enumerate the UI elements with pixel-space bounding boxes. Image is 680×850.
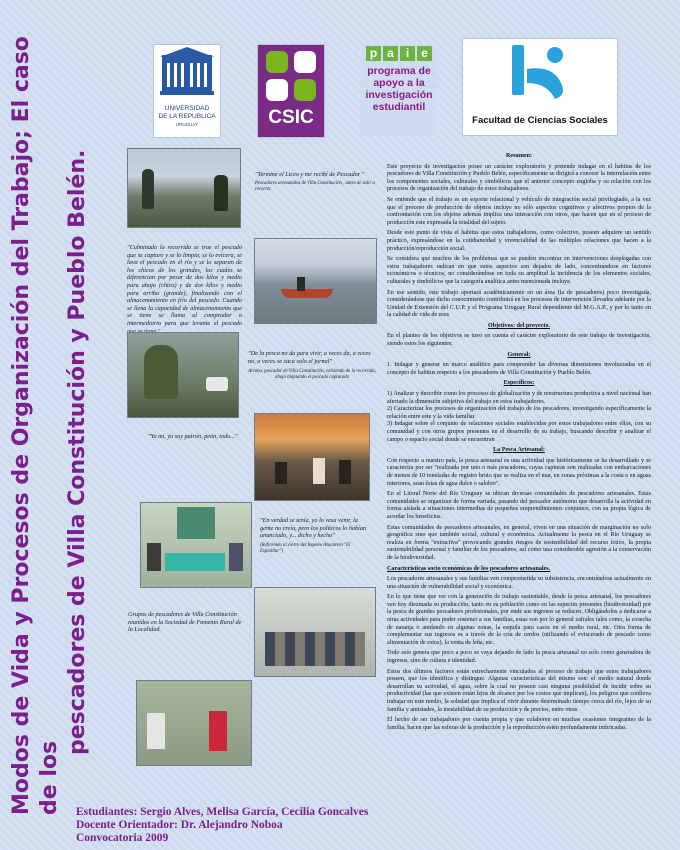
quote6-caption: Grupos de pescadores de Villa Constitución reunidos en la Sociedad de Fomento Rural de la Localidad. (128, 611, 242, 634)
udelar-line2: DE LA REPUBLICA (158, 113, 216, 120)
especificos-2: 2) Caracterizar los procesos de organización del trabajo de los pescadores, investigando específicamente la relación entre este y la vida familiar. (387, 406, 651, 420)
resumen-heading: Resumen: (505, 153, 533, 159)
photo-meeting-table (140, 502, 252, 588)
credits-call: Convocatoria 2009 (76, 832, 169, 844)
quote5-attribution: (Refiriendo al cierre del Ingenio Azucarero "El Espinillar") (260, 542, 351, 554)
pesca-p1: Con respecto a nuestro país, la pesca artesanal es una actividad que históricamente se ha desarrollado y se caracteriza por ser "realizada por uno o más pescadores, cuyas capturas son realizadas con embarcaciones de menos de 10 toneladas de registro bruto que se realiza en el mar, en zonas próximas a la costa o en aguas interiores, sean éstas de agua dulce o salobre". (387, 457, 651, 487)
quote3-caption (248, 350, 376, 381)
objetivos-intro: En el planteo de los objetivos se tuvo en cuenta el carácter exploratorio de este trabajo de investigación, siendo estos los siguientes: (387, 333, 651, 348)
resumen-p2: Se entiende que el trabajo es un soporte relacional y vehículo de integración social privilegiado, a la vez que el proceso de producción de objetos incluye no sólo aspectos cognitivos y afectivos propios de la confrontación con los objetos además implica una interacción con otros, que hacen que en el proceso de producción este expresada la totalidad del sujeto. (387, 196, 651, 226)
paie-letter-a: a (383, 46, 398, 61)
credits-students: Estudiantes: Sergio Alves, Melisa García, Cecilia Goncalves (76, 806, 369, 818)
paie-letter-p: p (366, 46, 381, 61)
caracteristicas-heading: Características socio económicas de los pescadores artesanales. (387, 565, 551, 572)
paie-letter-e: e (417, 46, 432, 61)
csic-text: CSIC (268, 107, 314, 128)
fcs-symbol-icon (463, 39, 617, 113)
photo-interview-outdoor (136, 680, 252, 766)
photo-fishermen-shore (127, 148, 241, 228)
fcs-logo (462, 38, 618, 136)
general-text: 1. Indagar y generar un marco analítico para comprender las diversas dimensiones involucradas en el concepto de habitus respecto a los pescadores de Villa Constitución y Pueblo Belén. (387, 362, 651, 376)
paie-logo (362, 44, 436, 136)
paie-letter-i: i (400, 46, 415, 61)
resumen-p5: En ese sentido, este trabajo aportará académicamente en un área (la de pescadores) poco investigada, considerándose que dicho conocimiento contribuirá en los procesos de intervención llevados adelante por la Unidad de Extensión del C.U.P. y el Programa Uruguay Rural dependiente del M.G.A.P., y por lo tanto en la calidad de vida de esos (387, 289, 651, 319)
credits-advisor: Docente Orientador: Dr. Alejandro Noboa (76, 819, 283, 831)
photo-cleaning-fish (127, 332, 239, 418)
quote5-text: "En verdad se tenía, yo lo vesa venir, la gente no creía, pero los políticos lo habían anunciado, y... dicho y hecho" (260, 517, 367, 540)
quote4-caption: "Yo mi, yo soy patrón, peón, todo..." (148, 433, 238, 440)
resumen-p4: Se considera que muchos de los problemas que se pueden encontrar en intervenciones desplegadas con estos trabajadores radican en que estos aspectos son dejados de lado, concentrándose en factores económicos o técnicos, no considerándose en toda su amplitud la incidencia de los elementos sociales, culturales y simbólicos que la categoría analítica antes mencionada incluye. (387, 256, 651, 285)
especificos-3: 3) Indagar sobre el conjunto de relaciones sociales establecidas por estos trabajadores entre ellos, con su comunidad y con otros grupos presentes en el desarrollo de su trabajo, buscando describir y analizar el campo o espacio social donde se encuentran (387, 421, 651, 443)
objetivos-heading: Objetivos: del proyecto. (488, 322, 550, 329)
paie-text-2: apoyo a la (373, 77, 425, 89)
caract-p4: Estos dos últimos factores están estrechamente vinculados al proceso de trabajo que estos trabajadores poseen, que los identifica y distingue. Algunas características del mismo son: el medio natural donde desarrollan su actividad, el agua, sobre la cual no poseen casi ninguna posibilidad de incidir sobre su productividad (las que existen están lejos de alcance por los costos que implican), los peligros que conlleva trabajar en este medio, la soledad que implica el vivir durante determinado tiempo cerca del río, lejos de su familia y amistades, la inestabilidad de su producción y de precios, entre otras (387, 668, 651, 713)
university-building-icon (154, 45, 220, 105)
quote2-caption: "Culminada la recorrida se trae el pescado que se capturo y se lo limpia, se lo evicera, se lava el pescado en el río y se lo separan de los chicos de los grandes, los cuales se diferencian por pesar de dos kilos y medio para abajo (chico) y de dos kilos y medio para arriba (grande), finalizando con el almacenamiento en frío del pescado. Cuando se llena la capacidad de almacenamiento que se tiene se llama al comprador o intermediario para que levante el pescado (127, 244, 242, 327)
pesca-p2: En el Litoral Norte del Río Uruguay se ubican diversas comunidades de pescadores artesanales. Estas comunidades se organizan de forma variada, pasando del pescador autónomo que desarrolla la actividad en forma aislada a situaciones intermedias de pequeños emprendimientos conjuntos, con su propia lógica de acordar los beneficios. (387, 491, 651, 520)
udelar-line1: UNIVERSIDAD (164, 105, 210, 112)
udelar-line3: URUGUAY (175, 122, 199, 127)
especificos-1: 1) Analizar y describir como los procesos de globalización y de reestructura productiva a nivel nacional han afectado la dimensión subjetiva del trabajo en estos trabajadores. (387, 391, 651, 405)
general-heading: General: (507, 351, 531, 358)
resumen-p1: Este proyecto de investigación posee un carácter exploratorio y pretende indagar en el habitus de los pescadores de Villa Constitución y Pueblo Belén, específicamente se dirigirá a conocer la interrelación entre los componentes sociales, culturales y simbólicos que el anterior concepto engloba y su relación con los procesos de organización del trabajo de estos trabajadores. (387, 163, 651, 193)
paie-text-4: estudiantil (372, 101, 426, 113)
quote5-caption (260, 517, 372, 555)
pesca-p3: Estas comunidades de pescadores artesanales, en general, viven en una situación de marginación no solo geográfica sino que también social, cultural y económica. Actualmente la pesca en el Río Uruguay se realiza en forma "extractiva" provocando grandes riesgos de sostenibilidad del recurso íctico, la propia sustentabilidad personal y familiar de los pescadores, así como una considerable agresión a la conservación de la biodiversidad. (387, 524, 651, 561)
especificos-heading: Específicos: (503, 380, 535, 387)
photo-boat-river (254, 238, 377, 324)
quote1-text: "Termine el Liceo y me recibí de Pescador " (255, 171, 365, 178)
quote3-attribution: Arroba, pescador de Villa Constitución, volviendo de la recorrida, abajo limpiando el pescado capturado (248, 369, 376, 381)
credits-footer (76, 806, 476, 845)
poster-title (8, 35, 92, 815)
caract-p5: El hecho de ser trabajadores por cuenta propia y que colaboren en muchas ocasiones integrantes de la familia, hacen que las esferas de la producción y la reproducción estén profundamente imbricadas. (387, 717, 651, 731)
caract-p1: Los pescadores artesanales y sus familias ven comprometida su subsistencia, encontrándose actualmente en una situación de vulnerabilidad social y económica. (387, 576, 651, 590)
csic-symbol-icon (258, 45, 324, 107)
udelar-logo (153, 44, 221, 138)
pesca-heading: La Pesca Artesanal: (493, 447, 545, 454)
title-area (0, 0, 100, 850)
photo-group-meeting (254, 587, 376, 677)
paie-text-3: investigación (365, 89, 433, 101)
quote3-text: "De la pesca no da para vivir, a veces da, a veces no, a veces se saca solo el jornal" (248, 350, 371, 365)
csic-logo (257, 44, 325, 138)
caract-p3: Todo esto genera que poco a poco se vaya dejando de lado la pesca artesanal no solo como generadora de ingresos, sino de cultura e identidad. (387, 650, 651, 665)
resumen-p3: Desde este punto de vista el habitus que estos trabajadores, como colectivo, poseen adquiere un sentido práctico, expresándose en la cotidianeidad y vivencialidad de las múltiples relaciones que hacen a la producción/reproducción social. (387, 230, 651, 252)
photo-sunset-gathering (254, 413, 370, 501)
paie-text-1: programa de (367, 65, 431, 77)
caract-p2: En lo que tiene que ver con la generación de trabajo sustentable, desde la pesca artesanal, los pescadores ven hoy diezmada su producción, tanto en su población como en las especies presentes (biodiversidad) por la pesca de grandes pescadores profesionales, por ende sus ingresos se reducen. Obligándolos a dedicarse a otras actividades para poder sostener a sus familias, estas son por lo general zafrales tales como, la cosecha de naranja o anidando en algunas zonas, la esquila para casos en el medio rural, etc. Otra forma de complementar sus ingresos es a través de la cría de cerdos (utilizando el eviscerado de pescado como alimentación de estos), la venta de leña, etc. (387, 594, 651, 646)
quote1-attribution: Pescadores artesanales de Villa Constitución , antes de salir a recorrer. (255, 180, 375, 192)
poster-title-line2: pescadores de Villa Constitución y Pueblo Belén. (65, 149, 90, 755)
main-text-column (387, 150, 651, 810)
poster-title-line1: Modos de Vida y Procesos de Organización del Trabajo; El caso de los (9, 36, 62, 815)
quote1-caption (255, 171, 375, 193)
fcs-text: Facultad de Ciencias Sociales (472, 115, 608, 126)
